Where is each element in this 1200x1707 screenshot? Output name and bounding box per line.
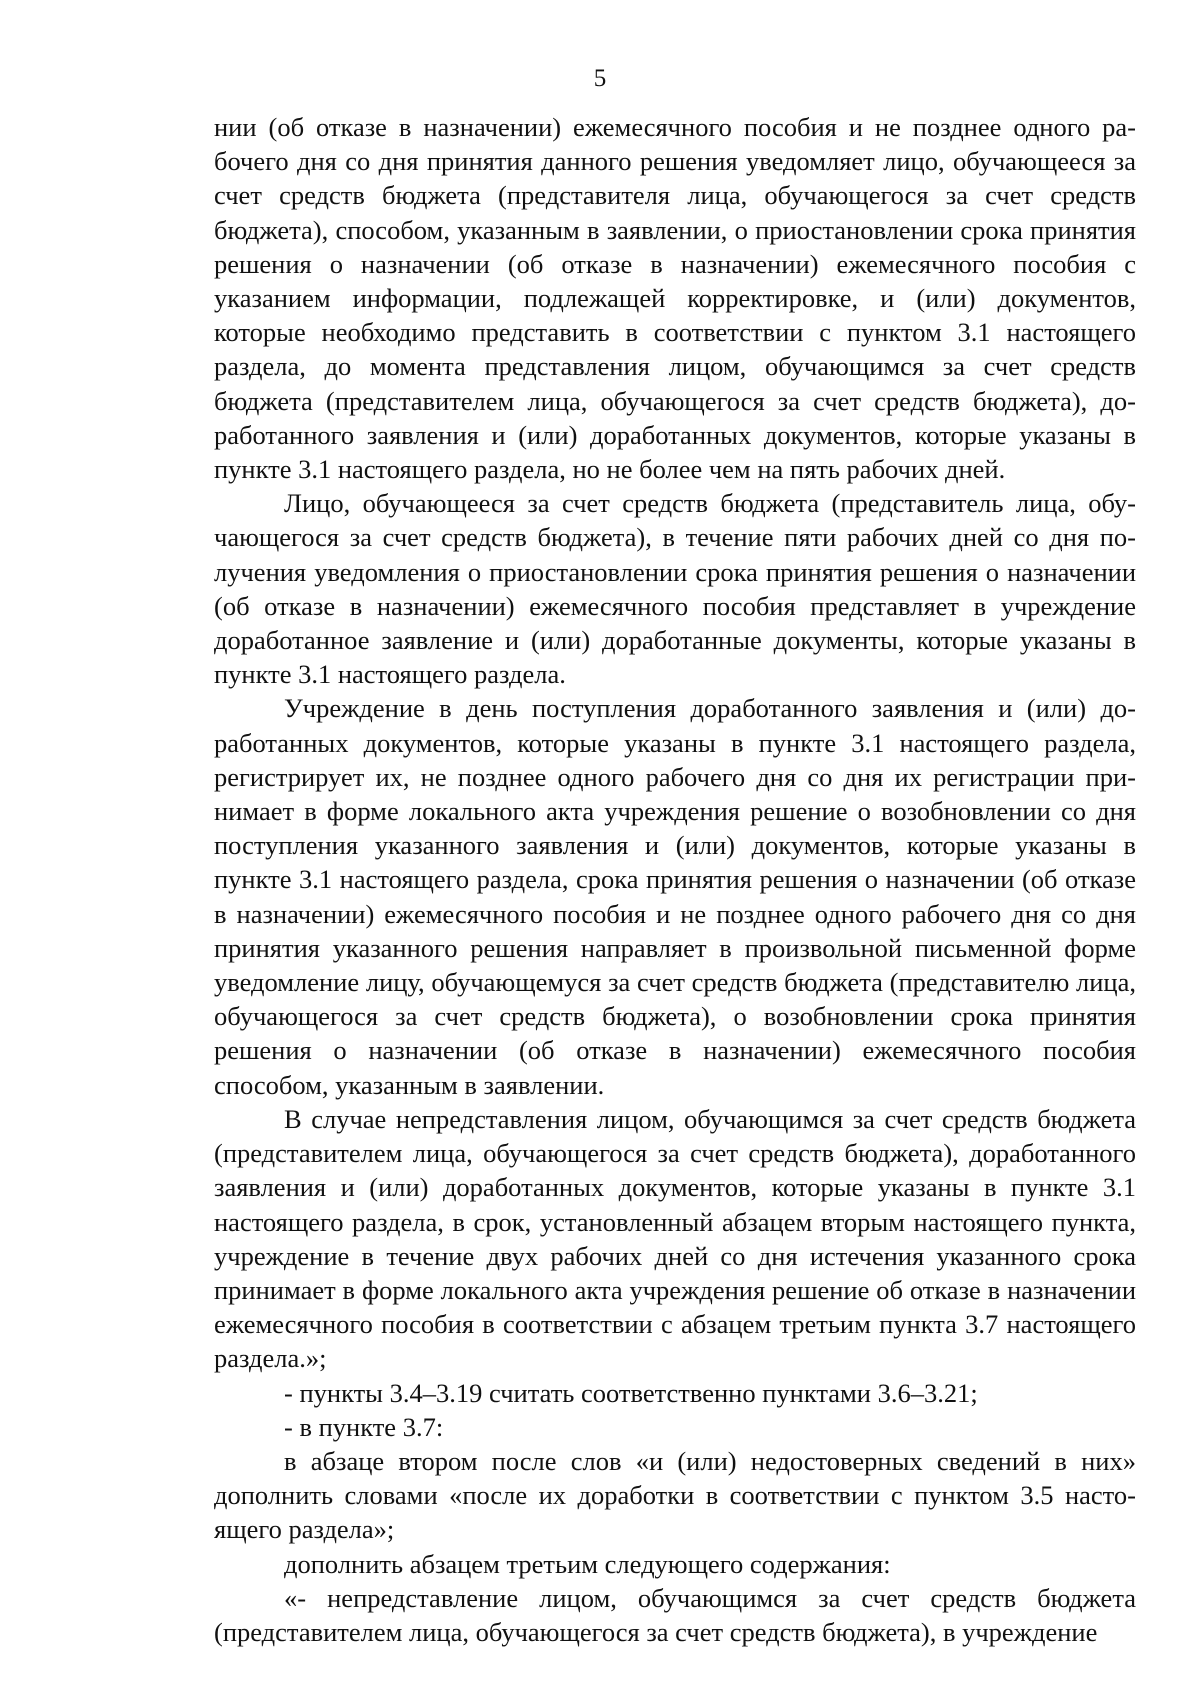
paragraph-institution-registration: Учреждение в день поступления доработанного заявления и (или) доработанных документов, которые указаны в пункте 3.1 настоящего раздела, регистрирует их, не позднее одного рабочего дня со дня их регистрации принимает в форме локального акта учреждения решение о возобновлении со дня поступления указанного заявления и (или) документов, которые указаны в пункте 3.1 настоящего раздела, срока принятия решения о назначении (об отказе в назначении) ежемесячного пособия и не позднее одного рабочего дня со дня принятия указанного решения направляет в произвольной письменной форме уведомление лицу, обучающемуся за счет средств бюджета (представителю лица, обучающегося за счет средств бюджета), о возобновлении срока принятия решения о назначении (об отказе в назначении) ежемесячного пособия способом, указанным в заявлении. [214, 693, 1136, 1100]
document-body [214, 110, 1136, 1649]
paragraph-non-submission: В случае непредставления лицом, обучающимся за счет средств бюджета (представителем лица, обучающегося за счет средств бюджета), доработанного заявления и (или) доработанных документов, которые указаны в пункте 3.1 настоящего раздела, в срок, установленный абзацем вторым настоящего пункта, учреждение в течение двух рабочих дней со дня истечения указанного срока принимает в форме локального акта учреждения решение об отказе в назначении ежемесячного пособия в соответствии с абзацем третьим пункта 3.7 настоящего раздела.»; [214, 1103, 1136, 1374]
paragraph-student-response: Лицо, обучающееся за счет средств бюджета (представитель лица, обучающегося за счет средств бюджета), в течение пяти рабочих дней со дня получения уведомления о приостановлении срока принятия решения о назначении (об отказе в назначении) ежемесячного пособия представляет в учреждение доработанное заявление и (или) доработанные документы, которые указаны в пункте 3.1 настоящего раздела. [214, 488, 1136, 690]
paragraph-add-third-subparagraph: дополнить абзацем третьим следующего содержания: [284, 1548, 891, 1579]
paragraph-point-3-7: - в пункте 3.7: [284, 1411, 444, 1442]
paragraph-renumbering: - пункты 3.4–3.19 считать соответственно пунктами 3.6–3.21; [284, 1377, 978, 1408]
paragraph-continuation: нии (об отказе в назначении) ежемесячного пособия и не позднее одного рабочего дня со дня принятия данного решения уведомляет лицо, обучающееся за счет средств бюджета (представителя лица, обучающегося за счет средств бюджета), способом, указанным в заявлении, о приостановлении срока принятия решения о назначении (об отказе в назначении) ежемесячного пособия с указанием информации, подлежащей корректировке, и (или) документов, которые необходимо представить в соответствии с пунктом 3.1 настоящего раздела, до момента представления лицом, обучающимся за счет средств бюджета (представителем лица, обучающегося за счет средств бюджета), доработанного заявления и (или) доработанных документов, которые указаны в пункте 3.1 настоящего раздела, но не более чем на пять рабочих дней. [214, 112, 1136, 485]
paragraph-second-subparagraph: в абзаце втором после слов «и (или) недостоверных сведений в них» дополнить словами «после их доработки в соответствии с пунктом 3.5 настоящего раздела»; [214, 1445, 1136, 1545]
paragraph-quoted-clause: «- непредставление лицом, обучающимся за счет средств бюджета (представителем лица, обучающегося за счет средств бюджета), в учреждение [214, 1582, 1136, 1647]
page-number: 5 [593, 65, 607, 92]
